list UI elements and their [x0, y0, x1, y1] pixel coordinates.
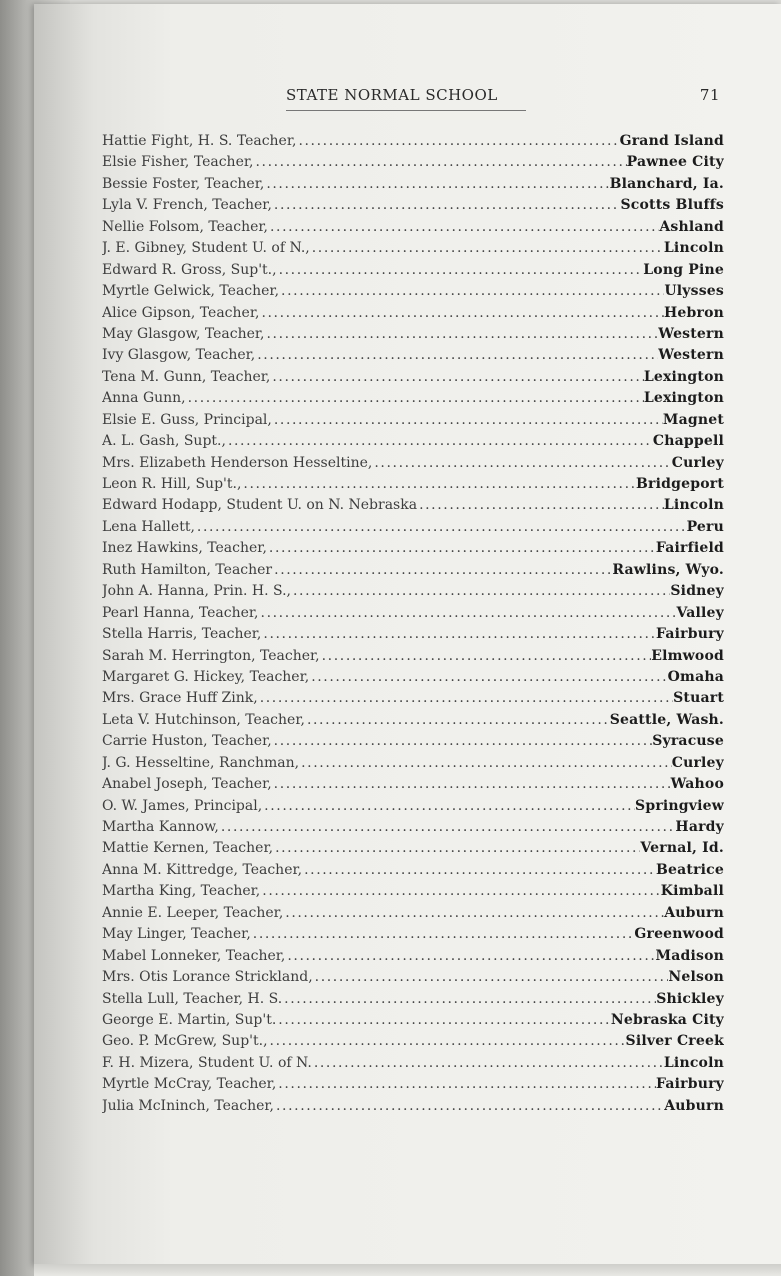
entry-place: Curley	[671, 454, 724, 471]
entry-place: Lexington	[643, 390, 724, 407]
dot-leader	[272, 195, 621, 216]
entry-name: May Glasgow, Teacher,	[102, 325, 265, 342]
list-item	[102, 474, 724, 495]
entry-place: Syracuse	[652, 733, 724, 750]
dot-leader	[282, 989, 656, 1010]
entry-place: Sidney	[670, 583, 724, 600]
list-item	[102, 538, 724, 559]
entry-name: Hattie Fight, H. S. Teacher,	[102, 133, 297, 149]
entry-name: J. G. Hesseltine, Ranchman,	[102, 754, 300, 771]
list-item	[102, 581, 724, 602]
entry-place: Hardy	[675, 819, 724, 835]
entry-name: A. L. Gash, Supt.,	[102, 433, 226, 450]
dot-leader	[279, 281, 664, 302]
entry-name: Inez Hawkins, Teacher,	[102, 540, 267, 557]
list-item	[102, 688, 724, 709]
entry-place: Stuart	[673, 690, 724, 707]
entry-name: Elsie Fisher, Teacher,	[102, 154, 254, 171]
dot-leader	[258, 688, 673, 709]
entry-place: Kimball	[660, 883, 724, 900]
dot-leader	[195, 517, 687, 538]
entry-name: Margaret G. Hickey, Teacher,	[102, 668, 310, 685]
dot-leader	[267, 538, 656, 559]
entry-name: Alice Gipson, Teacher,	[102, 304, 260, 321]
entry-place: Greenwood	[634, 926, 724, 943]
entry-place: Beatrice	[655, 861, 724, 878]
dot-leader	[277, 260, 644, 281]
list-item	[102, 517, 724, 538]
page-title: STATE NORMAL SCHOOL	[286, 86, 498, 104]
entry-place: Grand Island	[619, 133, 724, 149]
list-item	[102, 1010, 724, 1031]
entry-name: Lyla V. French, Teacher,	[102, 197, 272, 214]
header-rule	[286, 110, 526, 111]
list-item	[102, 174, 724, 195]
entry-name: J. E. Gibney, Student U. of N.,	[102, 240, 310, 257]
entry-place: Springview	[635, 797, 724, 814]
list-item	[102, 388, 724, 409]
list-item	[102, 881, 724, 902]
entry-name: O. W. James, Principal,	[102, 797, 263, 814]
list-item	[102, 303, 724, 324]
dot-leader	[305, 710, 610, 731]
entry-place: Fairbury	[655, 626, 724, 643]
entry-place: Elmwood	[651, 647, 724, 664]
dot-leader	[310, 238, 664, 259]
dot-leader	[219, 817, 676, 838]
entry-name: Martha Kannow,	[102, 819, 219, 835]
entry-place: Fairbury	[655, 1076, 724, 1093]
entry-name: John A. Hanna, Prin. H. S.,	[102, 583, 291, 600]
entry-name: Annie E. Leeper, Teacher,	[102, 904, 284, 921]
entry-place: Wahoo	[670, 776, 724, 793]
entry-place: Auburn	[664, 1097, 724, 1114]
list-item	[102, 260, 724, 281]
dot-leader	[283, 903, 664, 924]
dot-leader	[251, 924, 635, 945]
dot-leader	[261, 624, 656, 645]
list-item	[102, 152, 724, 173]
dot-leader	[274, 1096, 664, 1117]
dot-leader	[291, 581, 670, 602]
alumni-list	[102, 131, 724, 1117]
entry-place: Nebraska City	[610, 1011, 724, 1028]
entry-place: Ulysses	[664, 283, 724, 300]
entry-name: Mrs. Grace Huff Zink,	[102, 690, 258, 707]
entry-place: Shickley	[656, 990, 724, 1007]
list-item	[102, 238, 724, 259]
dot-leader	[262, 796, 635, 817]
dot-leader	[272, 560, 612, 581]
entry-name: Geo. P. McGrew, Sup't.,	[102, 1033, 268, 1050]
list-item	[102, 796, 724, 817]
dot-leader	[226, 431, 653, 452]
list-item	[102, 860, 724, 881]
dot-leader	[259, 603, 677, 624]
list-item	[102, 453, 724, 474]
list-item	[102, 731, 724, 752]
list-item	[102, 903, 724, 924]
list-item	[102, 560, 724, 581]
entry-name: Stella Lull, Teacher, H. S.	[102, 990, 283, 1007]
entry-name: Ivy Glasgow, Teacher,	[102, 347, 256, 364]
entry-name: Pearl Hanna, Teacher,	[102, 604, 259, 621]
entry-place: Scotts Bluffs	[620, 197, 724, 214]
list-item	[102, 1053, 724, 1074]
entry-name: Leon R. Hill, Sup't.,	[102, 476, 242, 492]
dot-leader	[259, 303, 664, 324]
dot-leader	[268, 1031, 626, 1052]
entry-name: Bessie Foster, Teacher,	[102, 175, 265, 192]
entry-name: Edward R. Gross, Sup't.,	[102, 261, 277, 278]
dot-leader	[260, 881, 661, 902]
entry-place: Auburn	[664, 904, 724, 921]
entry-name: Anna M. Kittredge, Teacher,	[102, 861, 303, 878]
entry-name: Leta V. Hutchinson, Teacher,	[102, 711, 305, 728]
entry-name: Stella Harris, Teacher,	[102, 626, 262, 643]
entry-place: Seattle, Wash.	[609, 711, 724, 728]
list-item	[102, 1074, 724, 1095]
entry-name: Mattie Kernen, Teacher,	[102, 840, 274, 857]
entry-place: Rawlins, Wyo.	[612, 561, 724, 578]
dot-leader	[186, 388, 644, 409]
dot-leader	[312, 1053, 664, 1074]
list-item	[102, 345, 724, 366]
dot-leader	[253, 152, 626, 173]
dot-leader	[309, 667, 667, 688]
list-item	[102, 603, 724, 624]
list-item	[102, 367, 724, 388]
entry-name: Ruth Hamilton, Teacher	[102, 561, 273, 578]
list-item	[102, 495, 724, 516]
dot-leader	[417, 495, 664, 516]
entry-place: Long Pine	[643, 261, 724, 278]
list-item	[102, 410, 724, 431]
page-number: 71	[699, 86, 720, 104]
page-bottom-edge	[34, 1264, 781, 1276]
entry-name: Edward Hodapp, Student U. on N. Nebraska	[102, 497, 418, 514]
entry-name: Myrtle Gelwick, Teacher,	[102, 283, 280, 300]
dot-leader	[241, 474, 636, 495]
dot-leader	[285, 946, 655, 967]
entry-name: Julia McIninch, Teacher,	[102, 1097, 274, 1114]
entry-place: Omaha	[667, 668, 724, 685]
dot-leader	[272, 774, 671, 795]
dot-leader	[272, 731, 653, 752]
entry-place: Madison	[655, 947, 724, 964]
list-item	[102, 217, 724, 238]
dot-leader	[276, 1074, 656, 1095]
entry-place: Lexington	[643, 368, 724, 385]
entry-place: Curley	[671, 754, 724, 771]
list-item	[102, 646, 724, 667]
entry-name: Mrs. Otis Lorance Strickland,	[102, 969, 313, 986]
dot-leader	[272, 410, 663, 431]
entry-place: Lincoln	[663, 1054, 724, 1071]
entry-place: Silver Creek	[625, 1033, 724, 1050]
entry-place: Lincoln	[663, 240, 724, 257]
entry-place: Blanchard, Ia.	[609, 175, 724, 192]
entry-name: Myrtle McCray, Teacher,	[102, 1076, 277, 1093]
entry-place: Peru	[686, 518, 724, 535]
list-item	[102, 924, 724, 945]
list-item	[102, 753, 724, 774]
entry-name: Martha King, Teacher,	[102, 883, 261, 900]
entry-name: Mabel Lonneker, Teacher,	[102, 947, 286, 964]
dot-leader	[302, 860, 656, 881]
running-header	[280, 86, 720, 108]
entry-name: Mrs. Elizabeth Henderson Hesseltine,	[102, 454, 373, 471]
dot-leader	[296, 131, 619, 152]
entry-place: Hebron	[663, 304, 724, 321]
dot-leader	[270, 367, 643, 388]
list-item	[102, 710, 724, 731]
list-item	[102, 324, 724, 345]
list-item	[102, 624, 724, 645]
dot-leader	[313, 967, 669, 988]
dot-leader	[372, 453, 671, 474]
entry-name: F. H. Mizera, Student U. of N.	[102, 1054, 312, 1071]
entry-place: Magnet	[662, 411, 724, 428]
entry-place: Valley	[676, 604, 724, 621]
entry-name: Elsie E. Guss, Principal,	[102, 411, 272, 428]
entry-place: Bridgeport	[636, 476, 724, 492]
entry-name: Lena Hallett,	[102, 518, 195, 535]
dot-leader	[264, 324, 658, 345]
entry-place: Fairfield	[655, 540, 724, 557]
list-item	[102, 131, 724, 152]
dot-leader	[255, 345, 658, 366]
entry-place: Nelson	[668, 969, 724, 986]
entry-name: Sarah M. Herrington, Teacher,	[102, 647, 320, 664]
list-item	[102, 667, 724, 688]
entry-place: Chappell	[652, 433, 724, 450]
dot-leader	[276, 1010, 611, 1031]
entry-place: Western	[658, 347, 724, 364]
list-item	[102, 195, 724, 216]
entry-name: Anabel Joseph, Teacher,	[102, 776, 272, 793]
entry-name: Anna Gunn,	[102, 390, 186, 407]
entry-name: George E. Martin, Sup't.	[102, 1011, 277, 1028]
list-item	[102, 838, 724, 859]
list-item	[102, 431, 724, 452]
entry-place: Pawnee City	[626, 154, 724, 171]
entry-place: Vernal, Id.	[640, 840, 724, 857]
dot-leader	[299, 753, 672, 774]
entry-name: May Linger, Teacher,	[102, 926, 251, 943]
dot-leader	[268, 217, 659, 238]
list-item	[102, 1096, 724, 1117]
list-item	[102, 1031, 724, 1052]
entry-name: Carrie Huston, Teacher,	[102, 733, 272, 750]
entry-place: Western	[658, 325, 724, 342]
dot-leader	[320, 646, 652, 667]
list-item	[102, 967, 724, 988]
list-item	[102, 281, 724, 302]
list-item	[102, 989, 724, 1010]
dot-leader	[264, 174, 609, 195]
entry-place: Ashland	[659, 218, 724, 235]
list-item	[102, 817, 724, 838]
entry-place: Lincoln	[663, 497, 724, 514]
list-item	[102, 946, 724, 967]
dot-leader	[273, 838, 640, 859]
list-item	[102, 774, 724, 795]
entry-name: Tena M. Gunn, Teacher,	[102, 368, 271, 385]
entry-name: Nellie Folsom, Teacher,	[102, 218, 268, 235]
